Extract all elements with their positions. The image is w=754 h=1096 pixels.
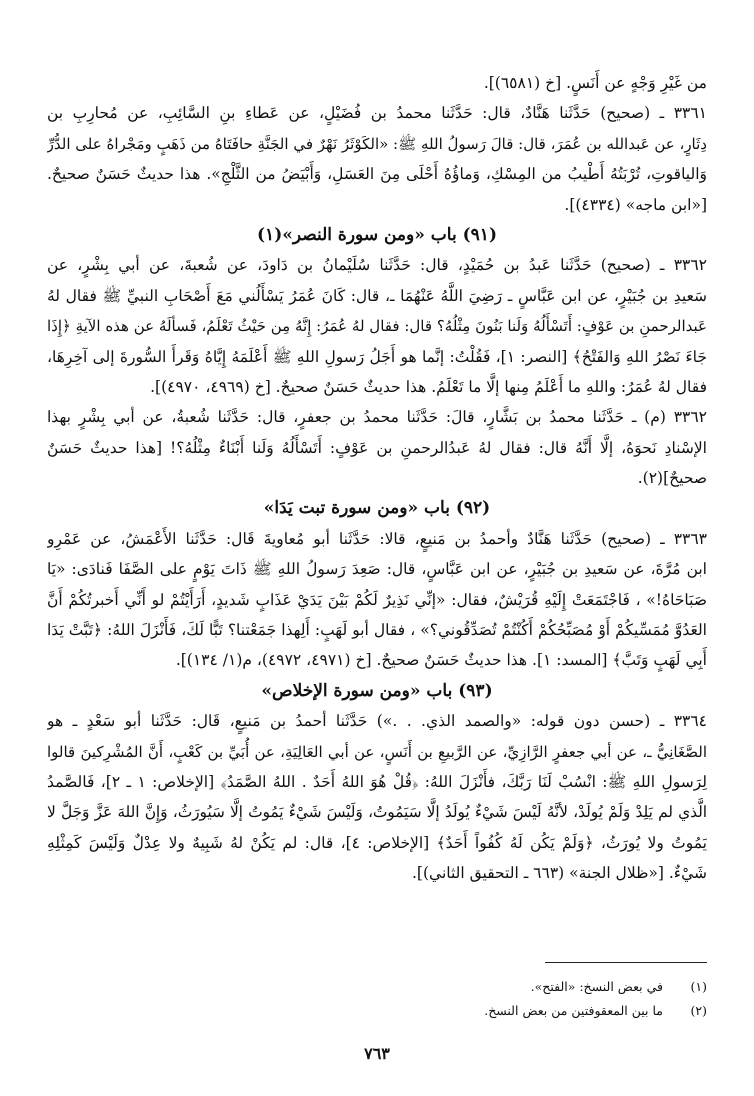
text-line: صحيحٌ](٢).: [637, 469, 707, 488]
text-line: وَالياقوتِ، تُرْبَتُهُ أَطْيبُ من المِسْكِ، وَماؤُهُ أَحْلَى مِنَ العَسَلِ، وَأَبْيَضُ من الثَّلْجِ». هذا حديثٌ حَسَنٌ صحيحٌ.: [47, 165, 707, 184]
text-line: سَعيدِ بن جُبَيْرٍ، عن ابن عَبَّاسٍ ـ رَضِيَ اللَّهُ عَنْهُمَا ـ، قال: كَانَ عُمَرُ يَسْأَلُني مَعَ أَصْحَابِ النبيِّ ﷺ فقال لهُ: [47, 286, 707, 305]
text-line: ٣٣٦١ ـ (صحيح) حَدَّثَنا هَنَّادٌ، قال: حَدَّثَنا محمدُ بن فُضَيْلٍ، عن عَطاءِ بنِ السَّائِبِ، عن مُحارِبِ بن: [47, 104, 707, 123]
text-line: العَدُوَّ مُمَسِّيكُمْ أَوْ مُصَبِّحُكُمْ أَكُنْتُمْ تُصَدِّقُوني؟» ، فقال أبو لَهَبٍ: أَلِهذا جَمَعْتنا؟ تَبًّا لَكَ، فَأَنْزَلَ اللهُ: ﴿تَبَّتْ يَدَا: [47, 621, 707, 640]
text-line: الصَّغَانِيُّ ـ، عن أبي جعفرٍ الرَّازِيِّ، عن الرَّبيعِ بن أَنَسٍ، عن أبي العَالِيَةِ، عن أُبَيِّ بن كَعْبٍ، أَنَّ المُشْرِكينَ قالوا: [47, 742, 707, 761]
footnote-text: في بعض النسخ: «الفتح».: [530, 979, 663, 994]
text-line: ٣٣٦٤ ـ (حسن دون قوله: «والصمد الذي. . .») حَدَّثَنا أحمدُ بن مَنيعٍ، قَال: حَدَّثَنا أبو سَعْدٍ ـ هو: [47, 712, 707, 731]
text-line: من غَيْرِ وَجْهٍ عن أَنَسٍ. [خ (٦٥٨١)].: [483, 74, 707, 92]
text-line: ٣٣٦٢ ـ (صحيح) حَدَّثَنا عَبدُ بن حُمَيْدٍ، قال: حَدَّثَنا سُلَيْمانُ بن دَاودَ، عن شُعبةَ، عن أبي بِشْرٍ، عن: [47, 256, 707, 275]
text-line: جَاءَ نَصْرُ اللهِ وَالفَتْحُ﴾ [النصر: ١]، فَقُلْتُ: إنَّما هو أَجَلُ رَسولِ اللهِ ﷺ أَعْلَمَهُ إِيَّاهُ وَقَرأَ السُّورةَ إلى آخِرِهَا،: [47, 347, 707, 366]
main-text: [47, 68, 707, 889]
chapter-heading: (٩١) باب «ومن سورة النصر»(١): [257, 224, 497, 245]
text-line: ابن مُرَّةَ، عن سَعيدِ بن جُبَيْرٍ، عن ابن عَبَّاسٍ، قال: صَعِدَ رَسولُ اللهِ ﷺ ذَاتَ يَوْمٍ على الصَّفَا فَنادَى: «يَا: [47, 560, 707, 579]
text-line: شَيْءٌ. [«ظلال الجنة» (٦٦٣ ـ التحقيق الثاني)].: [412, 864, 707, 883]
text-line: ٣٣٦٢ (م) ـ حَدَّثَنا محمدُ بن بَشَّارٍ، قالَ: حَدَّثَنا محمدُ بن جعفرٍ، قال: حَدَّثَنا شُعبةُ، عن أبي بِشْرٍ بهذا: [47, 408, 707, 427]
footnote-text: ما بين المعقوفتين من بعض النسخ.: [484, 1003, 663, 1018]
text-line: الَّذي لم يَلِدْ وَلَمْ يُولَدْ، لأنَّهُ لَيْسَ شَيْءٌ يُولَدُ إلَّا سَيَمُوتُ، وَلَيْسَ شَيْءٌ يَمُوتُ إلَّا سَيُورَثُ، وَإِنَّ اللهَ عَزَّ وَجَلَّ لا: [47, 803, 707, 822]
text-line: فقال لهُ عُمَرُ: واللهِ ما أَعْلَمُ مِنها إلَّا ما تَعْلَمُ. هذا حديثٌ حَسَنٌ صحيحٌ. [خ (٤٩٦٩، ٤٩٧٠)].: [150, 377, 707, 396]
footnote-item: [47, 975, 707, 999]
text-line: أَبِي لَهَبٍ وَتَبَّ﴾ [المسد: ١]. هذا حديثٌ حَسَنٌ صحيحٌ. [خ (٤٩٧١، ٤٩٧٢)، م(١/ ١٣٤)].: [175, 651, 707, 670]
footnote-item: [47, 999, 707, 1023]
text-line: يَمُوتُ ولا يُورَثُ، ﴿وَلَمْ يَكُن لَهُ كُفُواً أَحَدٌ﴾ [الإخلاص: ٤]، قال: لم يَكُنْ لهُ شَبِيهٌ ولا عِدْلٌ وَلَيْسَ كَمِثْلِهِ: [47, 833, 707, 852]
footnote-number: (٢): [690, 1003, 707, 1018]
footnotes: [47, 962, 707, 1023]
page-number: ٧٦٣: [364, 1044, 390, 1063]
footnote-divider: [545, 962, 707, 963]
footnote-number: (١): [690, 979, 707, 994]
text-line: ٣٣٦٣ ـ (صحيح) حَدَّثَنا هَنَّادٌ وأحمدُ بن مَنيعٍ، قالا: حَدَّثَنا أبو مُعاويةَ قَال: حَدَّثَنا الأَعْمَشُ، عن عَمْرِو: [47, 529, 707, 548]
text-line: لِرَسولِ اللهِ ﷺ: انْسُبْ لَنَا رَبَّكَ، فأَنْزَلَ اللهُ: ﴿قُلْ هُوَ اللهُ أَحَدٌ . اللهُ الصَّمَدُ﴾ [الإخلاص: ١ ـ ٢]، فَالصَّمدُ: [47, 772, 707, 791]
text-line: عَبدالرحمنِ بن عَوْفٍ: أَتَسْأَلُهُ وَلَنا بَنُونَ مِثْلُهُ؟ قال: فقال لهُ عُمَرُ: إِنَّهُ مِن حَيْثُ تَعْلَمُ، فَسألَهُ عن هذه الآيةِ ﴿إِذَا: [47, 317, 707, 336]
text-line: الإسْنادِ نَحوَهُ، إلَّا أَنَّهُ قال: فقال لهُ عَبدُالرحمنِ بن عَوْفٍ: أَتَسْأَلُهُ وَلَنا أَبْنَاءٌ مِثْلُهُ؟! [هذا حديثٌ حَسَنٌ: [47, 438, 707, 457]
chapter-heading: (٩٢) باب «ومن سورة تبت يَدَا»: [263, 498, 491, 519]
text-line: دِثَارٍ، عن عَبدالله بن عُمَرَ، قال: قالَ رَسولُ اللهِ ﷺ: «الكَوْثَرُ نَهْرٌ في الجَنَّةِ حافَتَاهُ من ذَهَبٍ ومَجْراهُ على الدُّرِّ: [47, 134, 707, 153]
text-line: [«ابن ماجه» (٤٣٣٤)].: [564, 195, 707, 214]
text-line: صَبَاحَاهُ!» ، فَاجْتَمَعَتْ إِلَيْهِ قُرَيْشٌ، فقال: «إنِّي نَذِيرٌ لَكُمْ بَيْنَ يَدَيْ عَذَابٍ شَديدٍ، أَرَأَيْتُمْ لو أَنِّي أَخبرتُكُمْ أَنَّ: [47, 590, 707, 609]
chapter-heading: (٩٣) باب «ومن سورة الإخلاص»: [261, 680, 493, 701]
